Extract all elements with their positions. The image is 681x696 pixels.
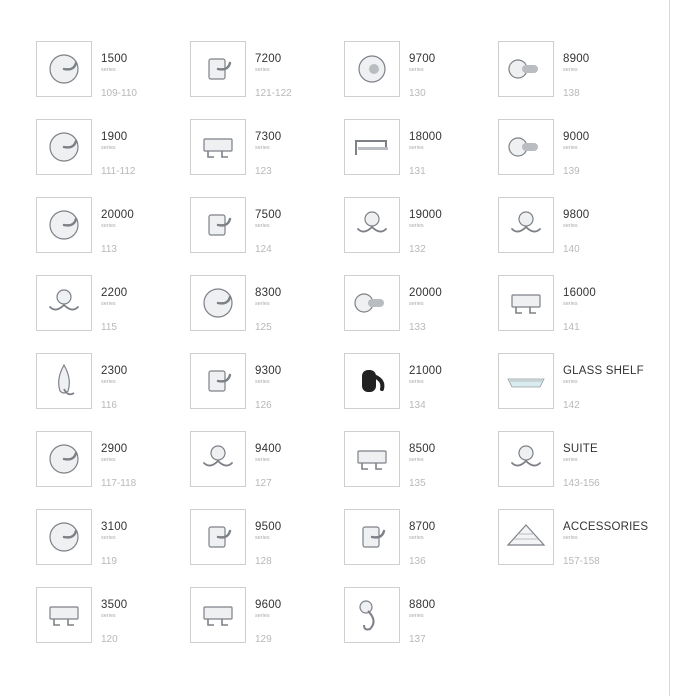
page-edge-divider bbox=[669, 0, 670, 696]
product-thumbnail[interactable] bbox=[190, 431, 246, 487]
product-series-item[interactable] bbox=[190, 119, 344, 197]
series-caption: series bbox=[409, 535, 424, 541]
page-reference: 142 bbox=[563, 400, 580, 411]
square-robe-hook-icon bbox=[196, 47, 240, 91]
series-code: 18000 bbox=[409, 131, 442, 143]
product-thumbnail[interactable] bbox=[36, 353, 92, 409]
series-caption: series bbox=[255, 301, 270, 307]
series-code: GLASS SHELF bbox=[563, 365, 644, 377]
series-caption: series bbox=[255, 379, 270, 385]
product-thumbnail[interactable] bbox=[498, 275, 554, 331]
series-caption: series bbox=[101, 145, 116, 151]
page-reference: 125 bbox=[255, 322, 272, 333]
series-caption: series bbox=[255, 67, 270, 73]
page-reference: 140 bbox=[563, 244, 580, 255]
series-caption: series bbox=[409, 379, 424, 385]
glass-shelf-icon bbox=[504, 359, 548, 403]
series-code: 1500 bbox=[101, 53, 128, 65]
product-series-item[interactable] bbox=[190, 197, 344, 275]
brushed-square-hook-icon bbox=[350, 515, 394, 559]
square-double-hook-icon bbox=[504, 281, 548, 325]
page-reference: 135 bbox=[409, 478, 426, 489]
page-reference: 139 bbox=[563, 166, 580, 177]
series-caption: series bbox=[101, 457, 116, 463]
product-thumbnail[interactable] bbox=[498, 431, 554, 487]
series-code: 8300 bbox=[255, 287, 282, 299]
suite-hook-icon bbox=[504, 437, 548, 481]
product-thumbnail[interactable] bbox=[344, 587, 400, 643]
series-caption: series bbox=[563, 301, 578, 307]
series-caption: series bbox=[563, 145, 578, 151]
series-code: 9800 bbox=[563, 209, 590, 221]
disc-knob-hook-icon bbox=[350, 47, 394, 91]
series-caption: series bbox=[563, 223, 578, 229]
product-series-item[interactable] bbox=[36, 509, 190, 587]
page-reference: 131 bbox=[409, 166, 426, 177]
series-code: 3500 bbox=[101, 599, 128, 611]
angled-double-hook-icon bbox=[196, 125, 240, 169]
product-series-item[interactable] bbox=[190, 509, 344, 587]
product-thumbnail[interactable] bbox=[36, 509, 92, 565]
product-thumbnail[interactable] bbox=[498, 41, 554, 97]
page-reference: 111-112 bbox=[101, 166, 136, 177]
series-code: SUITE bbox=[563, 443, 598, 455]
series-code: 8500 bbox=[409, 443, 436, 455]
page-reference: 128 bbox=[255, 556, 272, 567]
curved-single-hook-icon bbox=[350, 593, 394, 637]
product-thumbnail[interactable] bbox=[36, 41, 92, 97]
paper-holder-icon bbox=[350, 125, 394, 169]
series-code: 20000 bbox=[409, 287, 442, 299]
rounded-square-hook-icon bbox=[196, 515, 240, 559]
rectangular-hook-icon bbox=[196, 359, 240, 403]
page-reference: 133 bbox=[409, 322, 426, 333]
product-thumbnail[interactable] bbox=[344, 431, 400, 487]
page-reference: 127 bbox=[255, 478, 272, 489]
series-code: 2300 bbox=[101, 365, 128, 377]
page-reference: 136 bbox=[409, 556, 426, 567]
page-reference: 115 bbox=[101, 322, 117, 333]
page-reference: 116 bbox=[101, 400, 117, 411]
black-hook-icon bbox=[350, 359, 394, 403]
series-code: 8800 bbox=[409, 599, 436, 611]
page-reference: 109-110 bbox=[101, 88, 137, 99]
round-ring-hook-icon bbox=[196, 281, 240, 325]
series-caption: series bbox=[563, 379, 578, 385]
product-series-item[interactable] bbox=[498, 431, 648, 509]
page-reference: 130 bbox=[409, 88, 426, 99]
cone-hook-icon bbox=[504, 47, 548, 91]
page-reference: 117-118 bbox=[101, 478, 137, 489]
round-robe-hook-icon bbox=[42, 47, 86, 91]
bar-double-hook-icon bbox=[350, 437, 394, 481]
product-thumbnail[interactable] bbox=[344, 41, 400, 97]
product-series-item[interactable] bbox=[344, 509, 498, 587]
large-round-hook-icon bbox=[42, 515, 86, 559]
series-code: 9000 bbox=[563, 131, 590, 143]
series-caption: series bbox=[255, 145, 270, 151]
series-code: 19000 bbox=[409, 209, 442, 221]
series-code: 9500 bbox=[255, 521, 282, 533]
page-reference: 134 bbox=[409, 400, 426, 411]
product-series-item[interactable] bbox=[36, 431, 190, 509]
product-series-item[interactable] bbox=[190, 275, 344, 353]
dome-double-hook-icon bbox=[196, 437, 240, 481]
series-caption: series bbox=[409, 457, 424, 463]
product-series-item[interactable] bbox=[498, 41, 648, 119]
series-code: 20000 bbox=[101, 209, 134, 221]
flat-double-hook-icon bbox=[42, 593, 86, 637]
series-caption: series bbox=[409, 67, 424, 73]
page-reference: 129 bbox=[255, 634, 272, 645]
series-caption: series bbox=[255, 613, 270, 619]
series-code: 3100 bbox=[101, 521, 128, 533]
knob-hook-icon bbox=[350, 281, 394, 325]
product-thumbnail[interactable] bbox=[36, 119, 92, 175]
page-reference: 119 bbox=[101, 556, 117, 567]
series-code: ACCESSORIES bbox=[563, 521, 649, 533]
product-thumbnail[interactable] bbox=[190, 353, 246, 409]
page-reference: 126 bbox=[255, 400, 272, 411]
page-reference: 124 bbox=[255, 244, 272, 255]
product-series-item[interactable] bbox=[344, 275, 498, 353]
series-code: 9400 bbox=[255, 443, 282, 455]
page-reference: 132 bbox=[409, 244, 426, 255]
product-series-item[interactable] bbox=[190, 353, 344, 431]
product-series-item[interactable] bbox=[36, 197, 190, 275]
series-caption: series bbox=[563, 535, 578, 541]
series-caption: series bbox=[101, 301, 116, 307]
product-thumbnail[interactable] bbox=[36, 587, 92, 643]
series-caption: series bbox=[563, 67, 578, 73]
series-code: 2200 bbox=[101, 287, 128, 299]
product-thumbnail[interactable] bbox=[498, 353, 554, 409]
series-caption: series bbox=[409, 613, 424, 619]
series-code: 16000 bbox=[563, 287, 596, 299]
product-thumbnail[interactable] bbox=[344, 353, 400, 409]
product-series-item[interactable] bbox=[344, 119, 498, 197]
suction-double-hook-icon bbox=[350, 203, 394, 247]
oval-robe-hook-icon bbox=[42, 125, 86, 169]
series-code: 7200 bbox=[255, 53, 282, 65]
page-reference: 138 bbox=[563, 88, 580, 99]
page-reference: 113 bbox=[101, 244, 117, 255]
product-series-grid bbox=[36, 41, 648, 665]
page-reference: 143-156 bbox=[563, 478, 600, 489]
product-thumbnail[interactable] bbox=[190, 41, 246, 97]
product-series-item[interactable] bbox=[498, 119, 648, 197]
product-series-item[interactable] bbox=[36, 119, 190, 197]
product-series-item[interactable] bbox=[36, 41, 190, 119]
product-thumbnail[interactable] bbox=[36, 275, 92, 331]
product-series-item[interactable] bbox=[344, 197, 498, 275]
page-reference: 120 bbox=[101, 634, 118, 645]
product-series-item[interactable] bbox=[498, 353, 648, 431]
product-thumbnail[interactable] bbox=[344, 509, 400, 565]
product-thumbnail[interactable] bbox=[190, 509, 246, 565]
series-code: 9600 bbox=[255, 599, 282, 611]
product-series-item[interactable] bbox=[36, 353, 190, 431]
series-caption: series bbox=[409, 301, 424, 307]
series-caption: series bbox=[409, 145, 424, 151]
product-thumbnail[interactable] bbox=[498, 509, 554, 565]
series-code: 9700 bbox=[409, 53, 436, 65]
page-reference: 157-158 bbox=[563, 556, 600, 567]
product-thumbnail[interactable] bbox=[498, 119, 554, 175]
product-thumbnail[interactable] bbox=[344, 119, 400, 175]
product-series-item[interactable] bbox=[498, 197, 648, 275]
product-thumbnail[interactable] bbox=[498, 197, 554, 253]
product-series-item[interactable] bbox=[344, 353, 498, 431]
page-reference: 123 bbox=[255, 166, 272, 177]
series-caption: series bbox=[101, 223, 116, 229]
product-series-item[interactable] bbox=[36, 275, 190, 353]
product-series-item[interactable] bbox=[344, 41, 498, 119]
series-code: 1900 bbox=[101, 131, 128, 143]
product-series-item[interactable] bbox=[344, 431, 498, 509]
product-thumbnail[interactable] bbox=[190, 197, 246, 253]
product-series-item[interactable] bbox=[190, 431, 344, 509]
series-caption: series bbox=[563, 457, 578, 463]
square-triple-hook-icon bbox=[196, 593, 240, 637]
product-series-item[interactable] bbox=[498, 275, 648, 353]
series-code: 7500 bbox=[255, 209, 282, 221]
page-reference: 137 bbox=[409, 634, 426, 645]
series-code: 2900 bbox=[101, 443, 128, 455]
series-caption: series bbox=[255, 457, 270, 463]
square-plate-hook-icon bbox=[196, 203, 240, 247]
corner-basket-icon bbox=[504, 515, 548, 559]
series-caption: series bbox=[101, 535, 116, 541]
product-thumbnail[interactable] bbox=[190, 119, 246, 175]
cylinder-hook-icon bbox=[504, 125, 548, 169]
product-series-item[interactable] bbox=[344, 587, 498, 665]
series-caption: series bbox=[101, 67, 116, 73]
product-thumbnail[interactable] bbox=[36, 431, 92, 487]
series-code: 9300 bbox=[255, 365, 282, 377]
product-series-item[interactable] bbox=[498, 509, 648, 587]
page-reference: 141 bbox=[563, 322, 580, 333]
page-reference: 121-122 bbox=[255, 88, 292, 99]
series-caption: series bbox=[409, 223, 424, 229]
product-series-item[interactable] bbox=[190, 41, 344, 119]
product-series-item[interactable] bbox=[190, 587, 344, 665]
series-caption: series bbox=[101, 379, 116, 385]
curved-double-hook-icon bbox=[504, 203, 548, 247]
product-thumbnail[interactable] bbox=[190, 587, 246, 643]
product-thumbnail[interactable] bbox=[36, 197, 92, 253]
series-code: 7300 bbox=[255, 131, 282, 143]
series-caption: series bbox=[255, 535, 270, 541]
series-code: 8900 bbox=[563, 53, 590, 65]
series-caption: series bbox=[255, 223, 270, 229]
series-code: 21000 bbox=[409, 365, 442, 377]
teardrop-hook-icon bbox=[42, 359, 86, 403]
ornate-round-hook-icon bbox=[42, 203, 86, 247]
series-code: 8700 bbox=[409, 521, 436, 533]
product-thumbnail[interactable] bbox=[344, 197, 400, 253]
pill-robe-hook-icon bbox=[42, 437, 86, 481]
product-thumbnail[interactable] bbox=[344, 275, 400, 331]
double-robe-hook-icon bbox=[42, 281, 86, 325]
product-series-item[interactable] bbox=[36, 587, 190, 665]
product-thumbnail[interactable] bbox=[190, 275, 246, 331]
series-caption: series bbox=[101, 613, 116, 619]
